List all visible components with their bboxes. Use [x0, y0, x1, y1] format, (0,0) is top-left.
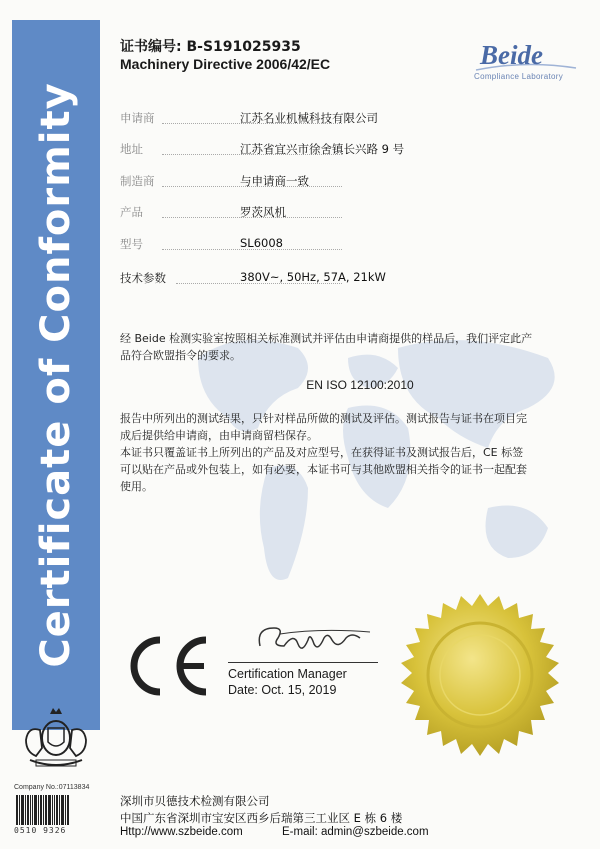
- issue-date: Date: Oct. 15, 2019: [228, 683, 337, 697]
- ce-mark-label: CE: [120, 630, 122, 631]
- signature-line: [228, 662, 378, 663]
- intro-line: 经 Beide 检测实验室按照相关标准测试并评估由申请商提供的样品后，我们评定此产: [120, 332, 533, 345]
- beide-logo: [470, 40, 580, 88]
- note-line: 成后提供给申请商，由申请商留档保存。: [120, 429, 318, 442]
- signatory-title: Certification Manager: [228, 667, 347, 681]
- intro-paragraph: [120, 330, 580, 364]
- field-value: SL6008: [240, 236, 283, 250]
- ce-mark-icon: [120, 630, 214, 702]
- field-label: 产品: [120, 205, 143, 219]
- field-applicant: [120, 110, 570, 128]
- note-line: 可以贴在产品或外包装上，如有必要，本证书可与其他欧盟相关指令的证书一起配套: [120, 463, 527, 476]
- footer-address: 中国广东省深圳市宝安区西乡后瑞第三工业区 E 栋 6 楼: [120, 811, 403, 825]
- field-label: 型号: [120, 237, 143, 251]
- notes-paragraph: [120, 410, 580, 495]
- certificate-number: 证书编号: B-S191025935: [120, 39, 301, 55]
- field-model: [120, 236, 570, 254]
- field-label: 技术参数: [120, 271, 166, 285]
- logo-subtitle: Compliance Laboratory: [474, 72, 564, 81]
- field-manufacturer: [120, 173, 570, 191]
- side-title: Certificate of Conformity: [33, 82, 79, 668]
- logo-name: Beide: [480, 40, 543, 70]
- field-value: 380V~, 50Hz, 57A, 21kW: [240, 270, 386, 284]
- footer-email[interactable]: E-mail: admin@szbeide.com: [282, 826, 429, 838]
- royal-coat-of-arms-icon: [14, 700, 98, 772]
- barcode-digits: 0510 9326: [14, 826, 67, 835]
- field-label: 地址: [120, 142, 143, 156]
- intro-line: 品符合欧盟指令的要求。: [120, 349, 241, 362]
- field-product: [120, 204, 570, 222]
- field-label: 申请商: [120, 111, 155, 125]
- standard-reference: EN ISO 12100:2010: [306, 378, 414, 392]
- field-value: 罗茨风机: [240, 205, 286, 219]
- field-technical-parameters: [120, 270, 570, 288]
- note-line: 本证书只覆盖证书上所列出的产品及对应型号，在获得证书及测试报告后，CE 标签: [120, 446, 524, 459]
- footer-website[interactable]: Http://www.szbeide.com: [120, 826, 243, 838]
- company-number: Company No.:07113834: [14, 784, 90, 791]
- signature-scribble: [250, 620, 380, 660]
- field-address: [120, 141, 570, 159]
- field-value: 江苏省宜兴市徐舍镇长兴路 9 号: [240, 142, 405, 156]
- gold-seal-icon: [395, 590, 565, 760]
- footer-company-name: 深圳市贝德技术检测有限公司: [120, 794, 270, 808]
- field-value: 与申请商一致: [240, 174, 309, 188]
- directive-title: Machinery Directive 2006/42/EC: [120, 56, 331, 72]
- field-label: 制造商: [120, 174, 155, 188]
- field-value: 江苏名业机械科技有限公司: [240, 111, 378, 125]
- barcode: [16, 795, 72, 825]
- note-line: 使用。: [120, 480, 153, 493]
- note-line: 报告中所列出的测试结果，只针对样品所做的测试及评估。测试报告与证书在项目完: [120, 412, 527, 425]
